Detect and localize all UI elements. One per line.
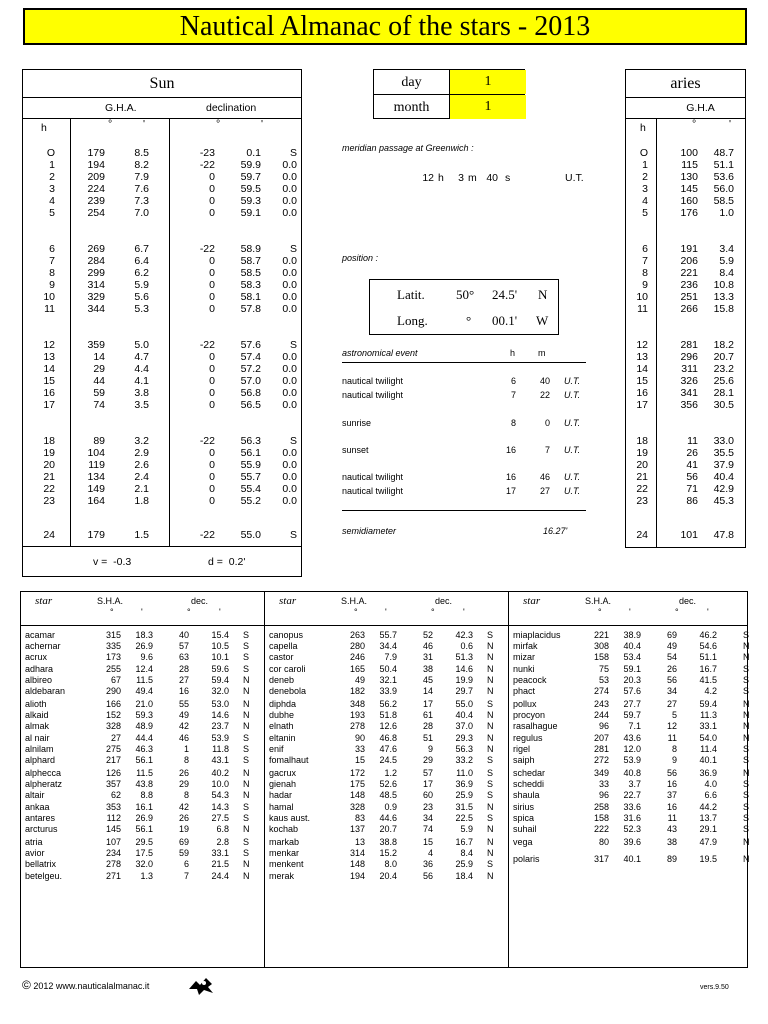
day-value[interactable]: 1 [449, 70, 526, 94]
sun-row: 9 314 5.9 0 58.3 0.0 [49, 278, 297, 291]
star-row: bellatrix 278 32.0 6 21.5 N [25, 859, 250, 870]
star-row: eltanin 90 46.8 51 29.3 N [269, 732, 494, 743]
longitude-label: Long. [397, 313, 428, 328]
star-row: fomalhaut 15 24.5 29 33.2 S [269, 755, 494, 765]
star-row: alnilam 275 46.3 1 11.8 S [25, 743, 250, 754]
latitude-deg: 50° [456, 287, 475, 302]
star-row: castor 246 7.9 31 51.3 N [269, 652, 494, 663]
sun-row: 16 59 3.8 0 56.8 0.0 [43, 386, 297, 399]
star-row: antares 112 26.9 26 27.5 S [25, 812, 250, 823]
semidiameter-value: 16.27' [543, 526, 568, 536]
aries-row: 7 206 5.9 [642, 254, 734, 267]
event-row: sunset 16 7 U.T. [342, 445, 581, 455]
sun-row: 2 209 7.9 0 59.7 0.0 [49, 170, 297, 183]
star-row: aldebaran 290 49.4 16 32.0 N [25, 686, 250, 696]
longitude-hem: W [536, 313, 549, 328]
star-row: cor caroli 165 50.4 38 14.6 N [269, 663, 494, 674]
footer-copyright: © 2012 www.nauticalalmanac.it [22, 978, 150, 992]
month-label: month [393, 100, 430, 115]
star-row: adhara 255 12.4 28 59.6 S [25, 663, 250, 674]
sun-gha-label: G.H.A. [105, 102, 137, 114]
star-row: pollux 243 27.7 27 59.4 N [513, 699, 750, 709]
star-row: enif 33 47.6 9 56.3 N [269, 743, 494, 754]
star-row: alphard 217 56.1 8 43.1 S [25, 755, 250, 765]
version-label: vers.9.50 [700, 984, 729, 991]
event-row: nautical twilight 6 40 U.T. [342, 376, 581, 386]
star-row: alkaid 152 59.3 49 14.6 N [25, 710, 250, 721]
aries-row: 17 356 30.5 [636, 398, 734, 411]
sun-row: 8 299 6.2 0 58.5 0.0 [49, 266, 297, 279]
event-row: nautical twilight 16 46 U.T. [342, 472, 581, 482]
sun-row: 15 44 4.1 0 57.0 0.0 [43, 374, 297, 387]
star-row: rasalhague 96 7.1 12 33.1 N [513, 721, 750, 732]
aries-title: aries [670, 75, 701, 92]
sun-row: 4 239 7.3 0 59.3 0.0 [49, 194, 297, 207]
aries-row: 5 176 1.0 [642, 206, 734, 219]
star-row: al nair 27 44.4 46 53.9 S [25, 732, 250, 743]
aries-row: 2 130 53.6 [642, 170, 734, 183]
star-row: alpheratz 357 43.8 29 10.0 N [25, 779, 250, 790]
position-box [369, 279, 559, 335]
event-row: nautical twilight 17 27 U.T. [342, 486, 581, 496]
sun-row: 12 359 5.0 -22 57.6 S [43, 339, 297, 351]
aries-row: 1 115 51.1 [642, 158, 734, 171]
aries-row: 11 266 15.8 [637, 302, 734, 315]
sun-declination-label: declination [206, 102, 257, 114]
logo-icon [186, 975, 216, 997]
sun-row: 13 14 4.7 0 57.4 0.0 [43, 350, 297, 363]
date-box [373, 69, 525, 119]
star-row: procyon 244 59.7 5 11.3 N [513, 710, 750, 721]
star-row: nunki 75 59.1 26 16.7 S [513, 663, 750, 674]
star-row: markab 13 38.8 15 16.7 N [269, 837, 494, 847]
aries-table: aries G.H.A h ° ' O 100 48.7 1 115 51.1 2 130 53.6 3 145 56.0 4 160 58.5 5 176 1.0 6 191 3.4 7 206 5.9 8 221 8.4 9 236 10.8 10 251 13.3 11 266 15.8 12 281 18.2 13 296 20.7 14 311 23.2 15 326 25.6 16 341 28.1 17 356 30.5 18 11 33.0 19 26 35.5 20 41 37.9 21 56 40.4 22 71 42.9 23 86 45.3 24 101 47.8 [625, 69, 746, 548]
aries-row: 4 160 58.5 [642, 194, 734, 207]
sun-row: 18 89 3.2 -22 56.3 S [43, 435, 297, 447]
aries-row: 21 56 40.4 [636, 470, 734, 483]
star-row: schedar 349 40.8 56 36.9 N [513, 768, 750, 778]
star-row: elnath 278 12.6 28 37.0 N [269, 721, 494, 732]
star-row: capella 280 34.4 46 0.6 N [269, 641, 494, 652]
sun-row: 1 194 8.2 -22 59.9 0.0 [49, 158, 297, 171]
aries-row: 10 251 13.3 [636, 290, 734, 303]
sun-row: 17 74 3.5 0 56.5 0.0 [43, 398, 297, 411]
aries-row: O 100 48.7 [639, 147, 734, 159]
star-row: almak 328 48.9 42 23.7 N [25, 721, 250, 732]
star-row: scheddi 33 3.7 16 4.0 S [513, 779, 750, 790]
aries-row: 24 101 47.8 [636, 529, 734, 541]
sun-v: v = -0.3 [93, 556, 132, 568]
sun-table: Sun G.H.A. declination h ° ' ° ' O 179 8.5 -23 0.1 S 1 194 8.2 -22 59.9 0.0 2 209 7.9 0 59.7 0.0 3 224 7.6 0 59.5 0.0 4 239 7.3 0 59.3 0.0 5 254 7.0 0 59.1 0.0 6 269 6.7 -22 58.9 S 7 284 6.4 0 58.7 0.0 8 299 6.2 0 58.5 0.0 9 314 5.9 0 58.3 0.0 10 329 5.6 0 58.1 0.0 11 344 5.3 0 57.8 0.0 12 359 5.0 -22 57.6 S 13 14 4.7 0 57.4 0.0 14 29 4.4 0 57.2 0.0 15 44 4.1 0 57.0 0.0 16 59 3.8 0 56.8 0.0 17 74 3.5 0 56.5 0.0 18 89 3.2 -22 56.3 S 19 104 2.9 0 56.1 0.0 20 119 2.6 0 55.9 0.0 21 134 2.4 0 55.7 0.0 22 149 2.1 0 55.4 0.0 23 164 1.8 0 55.2 0.0 24 179 1.5 -22 55.0 S v = -0.3 d = 0.2' [22, 69, 302, 577]
star-row: vega 80 39.6 38 47.9 N [513, 837, 750, 847]
star-row: denebola 182 33.9 14 29.7 N [269, 686, 494, 696]
sun-title: Sun [149, 75, 175, 92]
star-row: merak 194 20.4 56 18.4 N [269, 870, 494, 881]
star-row: polaris 317 40.1 89 19.5 N [513, 854, 750, 865]
star-row: mizar 158 53.4 54 51.1 N [513, 652, 750, 663]
longitude-min: 00.1' [492, 313, 518, 328]
aries-row: 18 11 33.0 [636, 435, 734, 447]
star-row: suhail 222 52.3 43 29.1 S [513, 824, 750, 834]
aries-row: 23 86 45.3 [636, 494, 734, 507]
star-row: alphecca 126 11.5 26 40.2 N [25, 768, 250, 778]
sun-row: 7 284 6.4 0 58.7 0.0 [49, 254, 297, 267]
sun-row: 23 164 1.8 0 55.2 0.0 [43, 494, 297, 507]
events-header: astronomical event [342, 348, 418, 358]
star-row: mirfak 308 40.4 49 54.6 N [513, 641, 750, 652]
star-row: rigel 281 12.0 8 11.4 S [513, 743, 750, 754]
aries-row: 12 281 18.2 [636, 339, 734, 351]
sun-row: 22 149 2.1 0 55.4 0.0 [43, 482, 297, 495]
page-title: Nautical Almanac of the stars - 2013 [23, 8, 747, 45]
star-row: regulus 207 43.6 11 54.0 N [513, 732, 750, 743]
position-label: position : [342, 253, 379, 263]
stars-header: star S.H.A. dec. ° ' ° ' [35, 595, 221, 617]
star-row: deneb 49 32.1 45 19.9 N [269, 674, 494, 685]
star-row: kochab 137 20.7 74 5.9 N [269, 824, 494, 834]
star-row: alioth 166 21.0 55 53.0 N [25, 699, 250, 709]
aries-row: 9 236 10.8 [642, 278, 734, 291]
star-row: kaus aust. 83 44.6 34 22.5 S [269, 812, 494, 823]
star-row: ankaa 353 16.1 42 14.3 S [25, 801, 250, 812]
sun-row: 3 224 7.6 0 59.5 0.0 [49, 182, 297, 195]
sun-row: 14 29 4.4 0 57.2 0.0 [43, 362, 297, 375]
star-row: betelgeu. 271 1.3 7 24.4 N [25, 870, 250, 881]
sun-row: 6 269 6.7 -22 58.9 S [49, 243, 297, 255]
latitude-min: 24.5' [492, 287, 518, 302]
semidiameter-label: semidiameter [342, 526, 397, 536]
star-row: saiph 272 53.9 9 40.1 S [513, 755, 750, 765]
aries-row: 3 145 56.0 [642, 182, 734, 195]
star-row: menkent 148 8.0 36 25.9 S [269, 859, 494, 870]
star-row: arcturus 145 56.1 19 6.8 N [25, 824, 250, 834]
stars-table [20, 591, 748, 968]
star-row: acrux 173 9.6 63 10.1 S [25, 652, 250, 663]
latitude-hem: N [538, 287, 548, 302]
sun-row: 24 179 1.5 -22 55.0 S [43, 529, 297, 541]
star-row: diphda 348 56.2 17 55.0 S [269, 699, 494, 709]
aries-row: 16 341 28.1 [636, 386, 734, 399]
aries-row: 8 221 8.4 [642, 266, 734, 279]
star-row: miaplacidus 221 38.9 69 46.2 S [513, 630, 750, 640]
aries-row: 20 41 37.9 [636, 458, 734, 471]
latitude-label: Latit. [397, 287, 425, 302]
star-row: canopus 263 55.7 52 42.3 S [269, 630, 494, 640]
stars-header: star S.H.A. dec. ° ' ° ' [523, 595, 709, 617]
star-row: gacrux 172 1.2 57 11.0 S [269, 768, 494, 778]
aries-row: 6 191 3.4 [642, 243, 734, 255]
longitude-deg: ° [466, 313, 472, 328]
aries-row: 13 296 20.7 [636, 350, 734, 363]
day-label: day [401, 75, 422, 90]
stars-header: star S.H.A. dec. ° ' ° ' [279, 595, 465, 617]
sun-d: d = 0.2' [208, 556, 246, 568]
month-value[interactable]: 1 [449, 95, 526, 119]
aries-row: 22 71 42.9 [636, 482, 734, 495]
star-row: hamal 328 0.9 23 31.5 N [269, 801, 494, 812]
star-row: spica 158 31.6 11 13.7 S [513, 812, 750, 823]
star-row: gienah 175 52.6 17 36.9 S [269, 779, 494, 790]
star-row: avior 234 17.5 59 33.1 S [25, 848, 250, 859]
star-row: menkar 314 15.2 4 8.4 N [269, 848, 494, 859]
star-row: dubhe 193 51.8 61 40.4 N [269, 710, 494, 721]
sun-row: 11 344 5.3 0 57.8 0.0 [44, 302, 297, 315]
event-row: sunrise 8 0 U.T. [342, 418, 581, 428]
meridian-label: meridian passage at Greenwich : [342, 143, 474, 153]
aries-row: 19 26 35.5 [636, 446, 734, 459]
star-row: achernar 335 26.9 57 10.5 S [25, 641, 250, 652]
aries-row: 15 326 25.6 [636, 374, 734, 387]
star-row: altair 62 8.8 8 54.3 N [25, 790, 250, 801]
star-row: phact 274 57.6 34 4.2 S [513, 686, 750, 696]
sun-row: 5 254 7.0 0 59.1 0.0 [49, 206, 297, 219]
star-row: peacock 53 20.3 56 41.5 S [513, 674, 750, 685]
sun-row: 10 329 5.6 0 58.1 0.0 [43, 290, 297, 303]
star-row: shaula 96 22.7 37 6.6 S [513, 790, 750, 801]
star-row: hadar 148 48.5 60 25.9 S [269, 790, 494, 801]
star-row: acamar 315 18.3 40 15.4 S [25, 630, 250, 640]
aries-row: 14 311 23.2 [636, 362, 734, 375]
stars-columns [21, 592, 749, 969]
sun-row: 20 119 2.6 0 55.9 0.0 [43, 458, 297, 471]
sun-row: O 179 8.5 -23 0.1 S [46, 147, 297, 159]
star-row: albireo 67 11.5 27 59.4 N [25, 674, 250, 685]
star-row: sirius 258 33.6 16 44.2 S [513, 801, 750, 812]
sun-row: 19 104 2.9 0 56.1 0.0 [43, 446, 297, 459]
event-row: nautical twilight 7 22 U.T. [342, 390, 581, 400]
star-row: atria 107 29.5 69 2.8 S [25, 837, 250, 847]
sun-row: 21 134 2.4 0 55.7 0.0 [43, 470, 297, 483]
aries-gha-label: G.H.A [686, 102, 715, 114]
